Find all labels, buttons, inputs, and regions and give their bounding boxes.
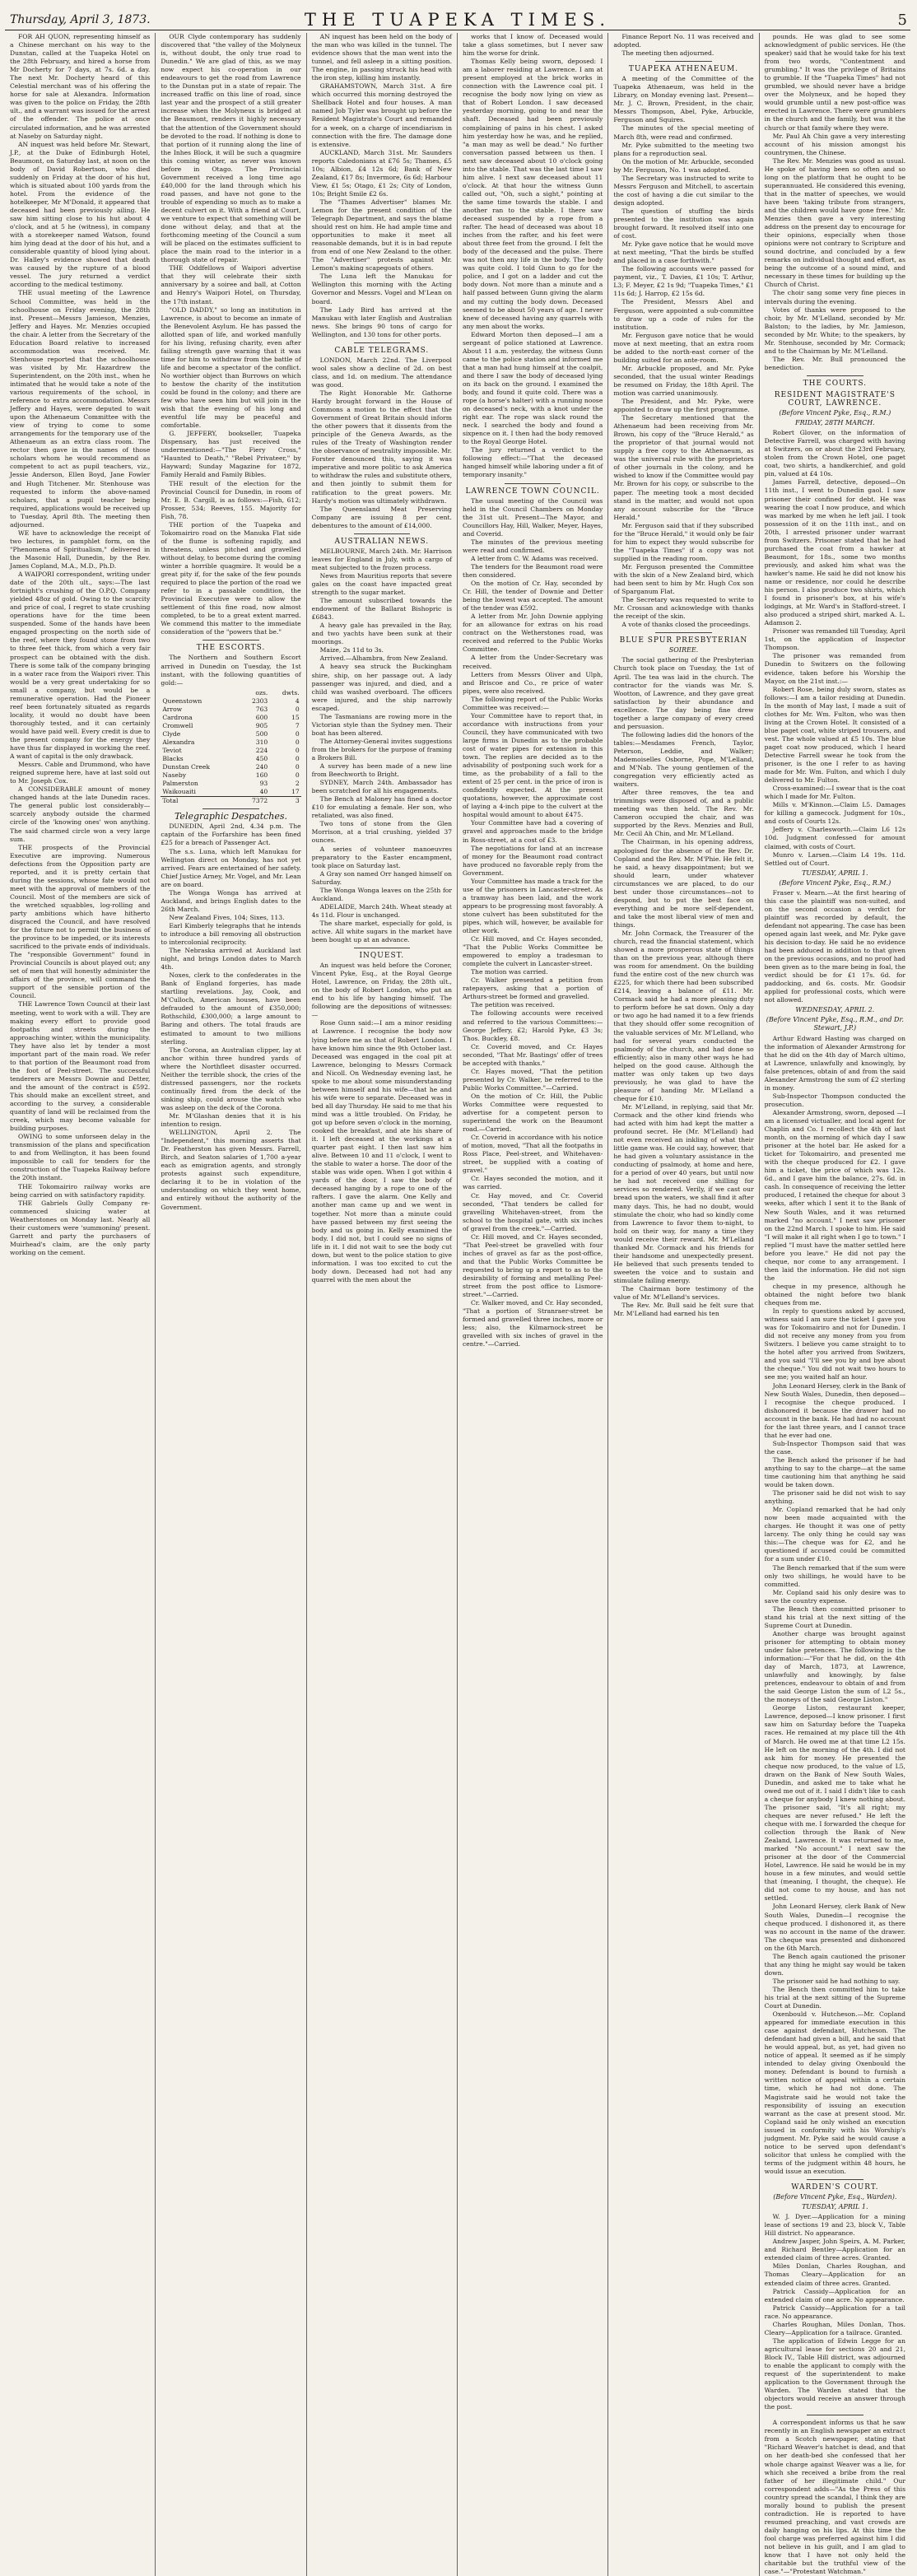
gold-dwts: 0 bbox=[295, 738, 300, 746]
paragraph: Cr. Hayes seconded the motion, and it was carried. bbox=[462, 1175, 603, 1191]
newspaper-title: THE TUAPEKA TIMES. bbox=[304, 10, 612, 30]
paragraph: The following accounts were received and referred to the various Committees:—George Jeffery, £2; Harold Pyke, £3 3s; Thos. Buckley, £8. bbox=[462, 1009, 603, 1042]
gold-dwts: 15 bbox=[291, 713, 300, 721]
paragraph: Arrived.—Alhambra, from New Zealand. bbox=[319, 654, 448, 663]
paragraph: Jeffery v. Charlesworth.—Claim L6 12s 10d. Judgment confessed for amount claimed, with costs of Court. bbox=[764, 826, 905, 850]
gold-place: Arrow bbox=[162, 705, 183, 713]
gold-table-units bbox=[161, 689, 300, 697]
columns bbox=[5, 33, 910, 2576]
gold-row bbox=[161, 763, 300, 771]
courts-heading: THE COURTS. bbox=[803, 379, 868, 388]
paragraph: A vote of thanks closed the proceedings. bbox=[621, 621, 751, 629]
paragraph: The Rev. Mr. Bull said he felt sure that Mr. M'Lelland had earned his ten bbox=[613, 1302, 754, 1318]
paragraph: Robert Glover, on the information of Detective Farrell, was charged with having at Switzers, on or about the 23rd February, stolen from the Crown Hotel, one paget coat, two shirts, a handkerchief, and gold pin, valued at £4 10s. bbox=[764, 429, 905, 478]
paragraph: Charles Roughan, Miles Donlan, Thos. Cleary—Application for a tailrace. Granted. bbox=[764, 2320, 905, 2336]
paragraph: Prisoner was remanded till Tuesday, April 1st, on the application of Inspector Thompson. bbox=[764, 627, 905, 652]
paragraph: The share market, especially for gold, is active. All white sugars in the market have been bought up at an advance. bbox=[311, 919, 452, 944]
rm-court-items bbox=[765, 429, 905, 867]
paragraph: The Queensland Meat Preserving Company are issuing 8 per cent. debentures to the amount of £14,000. bbox=[311, 505, 452, 529]
paragraph: THE result of the election for the Provincial Council for Dunedin, in room of Mr. E. B. Cargill, is as follows:—Fish, 612; Prosser, 534; Reeves, 155. Majority for Fish, 78. bbox=[161, 479, 301, 520]
unit-dwts: dwts. bbox=[282, 688, 300, 696]
telegraphic-heading: Telegraphic Despatches. bbox=[174, 811, 288, 822]
divider bbox=[354, 533, 410, 534]
paragraph: The prisoner said he had nothing to say. bbox=[772, 1977, 901, 1985]
paragraph: The question of stuffing the birds presented to the institution was again brought forward. It resolved itself into one of cost. bbox=[613, 207, 754, 240]
paragraph: The usual meeting of the Council was held in the Council Chambers on Monday the 31st ult. Present—The Mayor, and Councillors Hay, Hill, Walker, Meyer, Hayes, and Coverid. bbox=[462, 496, 603, 538]
paragraph: SYDNEY, March 24th. Ambassador has been scratched for all his engagements. bbox=[311, 779, 452, 795]
paragraph: Cross-examined:—I swear that is the coat which I made for Mr. Fulton. bbox=[764, 785, 905, 801]
gold-ozs: 160 bbox=[255, 771, 268, 780]
paragraph: Edward Morton then deposed—I am a sergeant of police stationed at Lawrence. About 11 a.m. yesterday, the witness Gunn came to the police station and informed me that a man had hung himself at the coalpit, and there I saw the body of deceased lying on its back on the ground. I examined the body, and found it quite cold. There was a rope (a horse's halter) with a running noose on deceased's neck, with a knot under the right ear. The rope was slack round the neck. I searched the body and found a sixpence on it. I then had the body removed to the Royal George Hotel. bbox=[462, 330, 603, 446]
divider bbox=[655, 632, 711, 633]
paragraph: A heavy sea struck the Buckingham shire, ship, on her passage out. A lady passenger was injured, and died, and a child was washed overboard. The officers were injured, and the ship narrowly escaped. bbox=[311, 663, 452, 712]
paragraph: MELBOURNE, March 24th. Mr. Harrison leaves for England in July, with a cargo of meat subjected to the frozen process. bbox=[311, 547, 452, 571]
paragraph: THE Gabriels Gully Company re-commenced sluicing water at Weatherstones on Monday last. Nearly all their customers were 'summoning' present. Garrett and party the purchasers of Muirhead's claim, are the only party working on the cement. bbox=[10, 1199, 151, 1256]
paragraph: Cr. Walker presented a petition from ratepayers, asking that a portion of Arthurs-street be formed and gravelled. bbox=[462, 976, 603, 1001]
council-continued bbox=[613, 33, 753, 58]
paragraph: The motion was carried. bbox=[470, 968, 548, 976]
gold-total-dwts: 3 bbox=[269, 797, 300, 806]
paragraph: The Bench again cautioned the prisoner that any thing he might say would be taken down. bbox=[764, 1952, 905, 1977]
paragraph: James Farrell, detective, deposed—On 11th inst., I went to Dunedin gaol. I saw prisoner their confined for debt. He was wearing the coat I now produce, and which was marked by me when he left jail. I took possession of it on the 11th inst., and on 20th, I arrested prisoner under warrant from Switzers. Prisoner stated that he had purchased the coat from a hawker at Beaumont, for 18s., some two months previously, and asked him what was the hawker's name. He said he did not know his name or residence, nor could he describe his person. I also produce two shirts, which I found in prisoner's box, at his wife's lodgings, at Mr. Ward's in Stafford-street. I also produced a striped shirt, marked A. L. Adamson 2. bbox=[764, 478, 905, 627]
paragraph: On the motion of Cr. Hill, the Public Works Committee were requested to advertise for a competent person to superintend the work on the Beaumont road.—Carried. bbox=[462, 1092, 603, 1134]
divider bbox=[655, 61, 711, 62]
paragraph: After three removes, the tea and trimmings were disposed of, and a public meeting was then held. The Rev. Mr. Cameron occupied the chair, and was supported by the Revs. Menzies and Bull, Mr. Cecil Ah Chin, and Mr. M'Lelland. bbox=[613, 789, 754, 838]
paragraph: LONDON, March 22nd. The Liverpool wool sales show a decline of 2d. on best class, and 1d. on medium. The attendance was good. bbox=[311, 356, 452, 389]
paragraph: The petition was received. bbox=[470, 1001, 555, 1009]
column-1-paragraphs bbox=[10, 33, 150, 1257]
wardens-items bbox=[765, 2213, 905, 2411]
paragraph: The following report of the Public Works Committee was received:— bbox=[462, 695, 603, 711]
gold-place: Teviot bbox=[162, 746, 182, 754]
gold-row bbox=[161, 730, 300, 738]
paragraph: The President, and Mr. Pyke, were appointed to draw up the first programme. bbox=[613, 398, 754, 414]
gold-dwts: 4 bbox=[295, 696, 300, 705]
column-6 bbox=[760, 33, 910, 2576]
gold-ozs: 905 bbox=[255, 721, 268, 729]
paragraph: Cr. Walker moved, and Cr. Hay seconded, "That a portion of Stranraer-street be formed and gravelled three inches, more or less; also, the Kilmarnock-street be gravelled with six inches of gravel in the centre."—Carried. bbox=[462, 1299, 603, 1349]
paragraph: The prisoner was remanded from Dunedin to Switzers on the following evidence, taken before his Worship the Mayor, on the 21st inst.:— bbox=[764, 652, 905, 685]
paragraph: The meeting then adjourned. bbox=[621, 49, 715, 58]
paragraph: The "Thames Advertiser" blames Mr. Lemon for the present condition of the Telegraph Department, and says the blame should rest on him. He had ample time and opportunities to make it meet all reasonable demands, but it is in bad repute from end of one New Zealand to the other. The "Advertiser" protests against Mr. Lemon's making scapegoats of others. bbox=[311, 198, 452, 273]
gold-place: Queenstown bbox=[162, 696, 202, 705]
paragraph: News from Mauritius reports that severe gales on the coast have impacted great strength to the sugar market. bbox=[311, 571, 452, 597]
paragraph: Alexander Armstrong, sworn, deposed —I am a licensed victualler, and local agent for Chaplin and Co. I recollect the 4th of last month, on the morning of which day I saw prisoner at the hotel bar. He asked for a ticket for Tokomairiro, and presented me with the cheque produced for £2. I gave him a ticket, the price of which was 12s. 6d., and I gave him the balance, 27s. 6d. in cash. In consequence of receiving the letter produced, I retained the cheque for about 3 weeks, after which I sent it to the Bank of New South Wales, and it was returned marked "no account." I next saw prisoner on the 22nd March. I spoke to him. He said "I will make it all right when I go to town." I replied "I must have the matter settled here before you leave." He did not pay the cheque, nor come to any arrangement. I then laid the information. He did not sign the bbox=[764, 1108, 905, 1282]
paragraph: Arthur Edward Hasting was charged on the information of Alexander Armstrong for that he did on the 4th day of March ultimo, at Lawrence, unlawfully and knowingly, by false pretences, obtain of and from the said Alexander Armstrong the sum of £2 sterling in money. bbox=[764, 1034, 905, 1092]
gold-dwts: 0 bbox=[295, 755, 300, 763]
paragraph: The Tasmanians are rowing more in the Victorian style than the Sydney men. Their boat has been altered. bbox=[311, 712, 452, 737]
divider bbox=[202, 808, 258, 809]
paragraph: pounds. He was glad to see some acknowledgment of public services. He (the speaker) said that he would take for his text from two words, "Contentment and grumbling." It was the privilege of Britains to grumble. If the "Tuapeka Times" had not grumbled, we should never have a bridge over the Molyneux, and he hoped they would grumble until a new post-office was erected in Lawrence. There were grumblers in the church and the family, but was it the church or that family where they were. bbox=[764, 33, 905, 132]
gold-dwts: 0 bbox=[295, 705, 300, 713]
paragraph: Your Committee have to report that, in accordance with instructions from your Council, they have communicated with two large firms in Dunedin as to the probable cost of water pipes for extension in this town. The replies are decided as to the advisability of postponing such work for a time, as the probability of a fall to the extent of 25 per cent. in the price of iron is confidently expected. At the present quotations, however, the approximate cost of laying a 4-inch pipe to the culvert at the hospital would amount to about £475. bbox=[462, 711, 603, 819]
paragraph: cheque in my presence, although he obtained the night before two blank cheques from me. bbox=[764, 1282, 905, 1307]
paragraph: On the motion of Cr. Hay, seconded by Cr. Hill, the tender of Downie and Detter being the lowest was accepted. The amount of the tender was £592. bbox=[462, 580, 603, 613]
paragraph: ADELAIDE, March 24th. Wheat steady at 4s 11d. Flour is unchanged. bbox=[311, 902, 452, 919]
paragraph: GRAHAMSTOWN, March 31st. A fire which occurred this morning destroyed the Shellback Hotel and four houses. A man named Job Tyler was brought up before the Resident Magistrate's Court and remanded for a week, on a charge of incendiarism in connection with the fire. The damage done is extensive. bbox=[311, 82, 452, 148]
gold-place: Blacks bbox=[162, 755, 184, 763]
council-items bbox=[463, 497, 603, 1349]
column-4 bbox=[458, 33, 608, 2576]
paragraph: A letter from Mr. John Downie applying for an allowance for extras on his road contract on the Wetherstones road, was received and referred to the Public Works Committee. bbox=[462, 613, 603, 654]
gold-ozs: 40 bbox=[259, 788, 268, 796]
paragraph: DUNEDIN, April 2nd, 4.34 p.m. The captain of the Forfarshire has been fined £25 for a breach of Passenger Act. bbox=[161, 822, 301, 847]
gold-ozs: 310 bbox=[255, 738, 268, 746]
paragraph: The Chairman bore testimony of the value of Mr. M'Lelland's services. bbox=[613, 1284, 754, 1302]
paragraph: Mr. Copland remarked that he had only now been made acquainted with the charges. He thought it was one of petty larceny. The only thing he could say was this:—The cheque was for £2, and he questioned if accused could be committed for a sum under £10. bbox=[764, 1506, 905, 1563]
gold-dwts: 0 bbox=[295, 771, 300, 780]
gold-dwts: 7 bbox=[295, 721, 300, 729]
paragraph: Votes of thanks were proposed to the choir, by Mr. M'Lelland, seconded by Mr. Balston; to the ladies, by Mr. Jamieson, seconded by Mr. White; to the speakers, by Mr. Stenhouse, seconded by Mr. Cormack; and to the Chairman by Mr. M'Lelland. bbox=[764, 305, 905, 355]
wardens-bench: (Before Vincent Pyke, Esq., Warden). bbox=[773, 2193, 897, 2201]
paragraph: Munro v. Larsen.—Claim L4 19s. 11d. Settled out of Court. bbox=[764, 850, 905, 867]
paragraph: Cr. Hayes moved, "That the petition presented by Cr. Walker, be referred to the Public Works Committee."—Carried. bbox=[462, 1067, 603, 1092]
paragraph: A CONSIDERABLE amount of money changed hands at the late Dunedin races. The general public lost considerably—scarcely anybody outside the charmed circle of the 'knowing ones' won anything. The said charmed circle won a very large sum. bbox=[10, 785, 151, 843]
court-continued bbox=[765, 1283, 905, 2176]
paragraph: The minutes of the previous meeting were read and confirmed. bbox=[462, 538, 603, 554]
soiree-continued bbox=[765, 33, 905, 372]
paragraph: Cr. Hill moved, and Cr. Hayes seconded, "That the Public Works Committee be empowered to employ a tradesman to complete the culvert in Lancaster-street. bbox=[462, 935, 603, 968]
paragraph: Letters from Messrs Oliver and Ulph, and Briscoe and Co., re price of water pipes, were also received. bbox=[462, 670, 603, 695]
paragraph: Messrs. Cable and Drummond, who have reigned supreme here, have at last sold out to Mr. Joseph Cox. bbox=[10, 761, 151, 785]
athenaeum-items bbox=[613, 75, 753, 629]
gold-row bbox=[161, 738, 300, 747]
paragraph: Your Committee has made a track for the use of the prisoners in Lancaster-street. As a tramway has been laid, and the work appears to be progressing most favorably. A stone culvert has been substituted for the pipes, which will, however, be available for other work. bbox=[462, 877, 603, 935]
tuesday-date: TUESDAY, APRIL 1. bbox=[802, 869, 868, 877]
paragraph: The negotiations for land at an increase of money for the Beaumont road contract have produced no favorable reply from the Government. bbox=[462, 844, 603, 877]
wednesday-items bbox=[765, 1035, 905, 1283]
gold-dwts: 17 bbox=[291, 788, 300, 796]
gold-row bbox=[161, 706, 300, 714]
gold-ozs: 500 bbox=[255, 729, 268, 738]
paragraph: Sub-Inspector Thompson conducted the prosecution. bbox=[764, 1092, 905, 1108]
telegraphic-items bbox=[161, 822, 300, 1211]
paragraph: The Rev. Mr. Bull pronounced the benediction. bbox=[764, 355, 905, 371]
paragraph: Cr. Coverid in accordance with his notice of motion, moved, "That all the footpaths in Ross Place, Peel-street, and Whitehaven-street, be supplied with a coating of gravel." bbox=[462, 1134, 603, 1175]
gold-place: Palmerston bbox=[162, 780, 198, 788]
paragraph: Your Committee have had a covering of gravel and approaches made to the bridge in Ross-street, at a cost of £3. bbox=[462, 819, 603, 844]
paragraph: The Bench at Maloney has fined a doctor £10 for emulating a female. Her son, who retaliated, was also fined. bbox=[311, 795, 452, 820]
paragraph: The Bench then committed prisoner to stand his trial at the next sitting of the Supreme Court at Dunedin. bbox=[764, 1605, 905, 1629]
paragraph: Robert Rose, being duly sworn, states as follows:—I am a tailor residing at Dunedin. In the month of May last, I made a suit of clothes for Mr. Wm. Fulton, who was then living at the Crown Hotel. It consisted of a blue paget coat, white striped trousers, and vest. The whole valued at £5 10s. The blue paget coat now produced, which I heard Detective Farrell swear he took from the prisoner, is the one I refer to as having made for Mr. Wm. Fulton, and which I duly delivered to Mr. Fulton. bbox=[764, 685, 905, 785]
paragraph: The following ladies did the honors of the tables:—Mesdames French, Taylor, Peterson, Leddie, and Walker; Mademoiselles Osborne, Pope, M'Lelland, and M'Nab. The young gentlemen of the congregation very efficiently acted as waiters. bbox=[613, 730, 754, 789]
page-number: 5 bbox=[897, 12, 907, 29]
paragraph: The Chairman, in his opening address, apologised for the absence of the Rev. Dr. Copland and the Rev. Mr. M'Phie. He felt it, he said, a heavy disappointment; but we should learn, under whatever circumstances we are placed, to do our best under those circumstances—not to despond, but to put the best face on everything and be more self-dependent, and take the most liberal view of men and things. bbox=[613, 838, 754, 929]
paragraph: The Corona, an Australian clipper, lay at anchor within three hundred yards of where the Northfleet disaster occurred. Neither the terrible shock, the cries of the distressed passengers, nor the rockets continually fired from the deck of the sinking ship, could arouse the watch who was asleep on the deck of the Corona. bbox=[161, 1046, 301, 1111]
gold-place: Cardrona bbox=[162, 713, 193, 721]
paragraph: Finance Report No. 11 was received and adopted. bbox=[613, 33, 754, 49]
paragraph: John Leonard Hersey, clerk Bank of New South Wales, Dunedin—I recognise the cheque produced. I dishonored it, as there was no account in the name of the drawer. The cheque was presented and dishonored on the 6th March. bbox=[764, 1903, 905, 1952]
paragraph: Cr. Coverid moved, and Cr. Hayes seconded, "That Mr. Bastings' offer of trees be accepted with thanks." bbox=[462, 1042, 603, 1067]
tuesday-items bbox=[765, 889, 905, 1005]
gold-dwts: 2 bbox=[295, 780, 300, 788]
column-1 bbox=[5, 33, 156, 2576]
gold-total-label: Total bbox=[161, 797, 240, 806]
wednesday-bench: (Before Vincent Pyke, Esq., R.M., and Dr. Stewart, J.P.) bbox=[766, 1016, 904, 1032]
gold-table-body bbox=[161, 697, 300, 797]
paragraph: Mr. John Cormack, the Treasurer of the church, read the financial statement, which showed a more prosperous state of things than on the previous year, although there was room for amendment. On the building fund the entire cost of the new church was £225, for which there had been subscribed £214, leaving a balance of £11. Mr. Cormack said he had a more pleasing duty to perform before he sat down. Only a day or two ago he had named it to a few friends that they should offer some recognition of the valuable services of Mr. M'Lelland, who had for several years conducted the psalmody of the church, and had done so efficiently; also in many other ways he had helped on the good cause. Although the matter was only taken up two days previously, he was glad to have the pleasure of handing Mr. M'Lelland a cheque for £10. bbox=[613, 929, 754, 1102]
gold-dwts: 0 bbox=[295, 729, 300, 738]
paragraph: The Luna left the Manukau for Wellington this morning with the Acting Governor and Messrs. Vogel and M'Lean on board. bbox=[311, 273, 452, 305]
gold-escort-table bbox=[161, 689, 300, 806]
wardens-date: TUESDAY, APRIL 1. bbox=[802, 2203, 868, 2211]
soiree-subheading: SOIREE. bbox=[668, 646, 699, 654]
gold-ozs: 224 bbox=[255, 746, 268, 754]
paragraph: Mr. Ferguson said that if they subscribed for the "Bruce Herald," it would only be fair for him to expect they would subscribe for the "Tuapeka Times" if a copy was not supplied in the reading room. bbox=[613, 521, 754, 562]
cable-items bbox=[312, 356, 452, 530]
gold-total-ozs: 7372 bbox=[240, 797, 269, 806]
gold-row bbox=[161, 697, 300, 706]
paragraph: Miles Donlan, Charles Roughan, and Thomas Cleary—Application for an extended claim of three acres. Granted. bbox=[764, 2262, 905, 2287]
paragraph: THE Lawrence Town Council at their last meeting, went to work with a will. They are making every effort to provide good footpaths and streets during the approaching winter, within the municipality. They have also let by tender a most important part of the main road. We refer to that portion of the Beaumont road from the foot of Peel-street. The successful tenderers are Messrs Downie and Detter, and the amount of the contract is £592. This should make an excellent street, and according to the survey, a considerable quantity of land will be reclaimed from the creek, which may become valuable for building purposes. bbox=[10, 1000, 151, 1133]
paragraph: works that I know of. Deceased would take a glass sometimes, but I never saw him the worse for drink. bbox=[462, 33, 603, 58]
column-2 bbox=[156, 33, 306, 2576]
paragraph: Sub-Inspector Thompson said that was the case. bbox=[764, 1439, 905, 1456]
column-5 bbox=[608, 33, 759, 2576]
paragraph: Earl Kimberly telegraphs that he intends to introduce a bill removing all obstruction to intercolonial reciprocity. bbox=[161, 921, 301, 947]
athenaeum-heading: TUAPEKA ATHENAEUM. bbox=[628, 65, 739, 74]
paragraph: The application of Edwin Legge for an agricultural lease for sections 20 and 21, Block IV., Table Hill district, was adjourned to enable the applicant to comply with the request of the superintendent to make application to the Government through the Warden. The Warden stated that the objectors would receive an answer through the post. bbox=[764, 2336, 905, 2411]
paragraph: Mr. Ferguson gave notice that he would move at next meeting, that an extra room be added to the north-east corner of the building suited for an ante-room. bbox=[613, 331, 754, 364]
paragraph: New Zealand Fives, 104; Sixes, 113. bbox=[169, 913, 285, 921]
divider bbox=[807, 2179, 863, 2180]
paragraph: Mr. Copland said his only desire was to save the country expense. bbox=[764, 1588, 905, 1605]
paragraph: The Bench remarked that if the sum were only two shillings, he would have to be committed. bbox=[764, 1563, 905, 1588]
paragraph: A heavy gale has prevailed in the Bay, and two yachts have been sunk at their moorings. bbox=[311, 622, 452, 646]
unit-ozs: ozs. bbox=[255, 688, 268, 696]
paragraph: AUCKLAND, March 31st. Mr. Saunders reports Caledonians at £76 5s; Thames, £5 10s; Albion, £4 12s 6d; Bank of New Zealand, £17 8s; Invermore, 6s 6d; Harbour View, £1 5s; Otago, £1 2s; City of London, 10s; Bright Smile £2 6s. bbox=[311, 148, 452, 198]
paragraph: The President, Messrs Abel and Ferguson, were appointed a sub-committee to draw up a code of rules for the institution. bbox=[613, 298, 754, 331]
paragraph: An inquest was held before the Coroner, Vincent Pyke, Esq., at the Royal George Hotel, Lawrence, on Friday, the 28th ult., on the body of Robert London, who put an end to his life by hanging himself. The following are the depositions of witnesses:— bbox=[311, 962, 452, 1019]
paragraph: The s.s. Luna, which left Manukau for Wellington direct on Monday, has not yet arrived. Fears are entertained of her safety. Chief Justice Arney, Mr. Vogel, and Mr. Lean are on board. bbox=[161, 847, 301, 888]
gold-place: Cromwell bbox=[162, 721, 193, 729]
paragraph: Patrick Cassidy—Application for an extended claim of one acre. No appearance. bbox=[764, 2287, 905, 2303]
telegrams-continued bbox=[312, 33, 452, 339]
gold-row bbox=[161, 722, 300, 730]
wednesday-date: WEDNESDAY, APRIL 2. bbox=[795, 1006, 875, 1014]
paragraph: FOR AH QUON, representing himself as a Chinese merchant on his way to the Dunstan, called at the Tuapeka Hotel on the 28th February, and hired a horse from Mr Docherty for 7 days, at 7s. 6d. a day. The next Mr. Docherty heard of this Celestial merchant was of his offering the horse for sale at Alexandra. Information was given to the police on Friday, the 28th ult., and a warrant was issued for the arrest of the offender. The police at once circulated information, and he was arrested at Naseby on Saturday night. bbox=[10, 33, 151, 140]
gold-ozs: 763 bbox=[255, 705, 268, 713]
divider bbox=[354, 342, 410, 343]
paragraph: Rose Gunn said:—I am a minor residing at Lawrence. I recognise the body now lying before me as that of Robert London. I have known him since the 9th October last. Deceased was engaged in the coal pit at Lawrence, belonging to Messrs Cormack and Nicoll. On Wednesday evening last, he spoke to me about some misunderstanding between himself and his wife—that he and his wife were to separate. Deceased was in bed all day Thursday. He said to me that his mind was a little troubled. On Friday, he got up before seven o'clock in the morning, cooked the breakfast, and ate his share of it. I left deceased at the workings at a quarter past eight. I then last saw him alive. Between 10 and 11 o'clock, I went to the stable to water a horse. The door of the stable was wide open. When I got within 4 yards of the door, I saw the body of deceased hanging by a rope to one of the rafters. I gave the alarm. One Kelly and another man came up and we went in together. Not more than a minute could have passed between my first seeing the body and us going in. Kelly examined the body. I did not, but I could see no signs of life in it. I did not wait to see the body cut down, but went to the police station to give information. I was too excited to cut the body down. Deceased had not had any quarrel with the men about the bbox=[311, 1019, 452, 1283]
paragraph: Andrew Jasper, John Speirs, A. M. Parker, and Richard Bentley—Application for an extended claim of three acres. Granted. bbox=[764, 2238, 905, 2262]
paragraph: Cr. Hill moved, and Cr. Hayes seconded, "That Peel-street be gravelled with four inches of gravel as far as the post-office, and that the Public Works Committee be requested to bring up a report to as to the desirability of forming and metalling Peel-street from the post office to Lismore-street."—Carried. bbox=[462, 1232, 603, 1299]
gold-row bbox=[161, 788, 300, 797]
gold-dwts: 0 bbox=[295, 763, 300, 771]
gold-dwts: 0 bbox=[295, 746, 300, 754]
wardens-heading: WARDEN'S COURT. bbox=[791, 2183, 879, 2192]
paragraph: AN inquest was held before Mr. Stewart, J.P., at the Duke of Edinburgh Hotel, Beaumont, on Saturday last, at noon on the body of David Robertson, who died suddenly on Friday at the door of his hut, which is situated about 100 yards from the hotel. From the evidence of the hotelkeeper, Mr M'Donald, it appeared that deceased had been previously ailing. He saw him sitting close to his hut about 4 o'clock, and at 5 he (witness), in company with a storekeeper named Watson, found him lying dead at the door of his hut, and a considerable quantity of blood lying about. Dr. Halley's evidence showed that death was caused by the rupture of a blood vessel. The jury returned a verdict according to the medical testimony. bbox=[10, 140, 151, 289]
paragraph: OWING to some unforseen delay in the transmission of the plans and specification to and from Wellington, it has been found impossible to call for tenders for the construction of the Tuapeka Railway before the 20th instant. bbox=[10, 1133, 151, 1182]
paragraph: WELLINGTON, April 2. The "Independent," this morning asserts that Dr. Featherston has given Messrs. Farrell, Birch, and Seaton salaries of 1,700 a-year each as emigration agents, and strongly protests against such expenditure, declaring it to be in violation of the understanding on which they went home, and entirely without the authority of the Government. bbox=[161, 1129, 301, 1211]
paragraph: The Secretary mentioned that the Athenaeum had been receiving from Mr. Brown, his copy of the "Bruce Herald," as the proprietor of that journal would not supply a free copy to the Athenaeum, as was the universal rule with the proprietors of other journals in the colony, and he wished to know if the Committee would pay Mr. Brown for his copy, or subscribe to the paper. The meeting took a most decided stand in the matter, and would not upon any account subscribe for the "Bruce Herald." bbox=[613, 414, 754, 521]
paragraph: Fraser v. Mearn.—At the first hearing of this case the plaintiff was non-suited, and on the second occasion a verdict for plaintiff was recorded by default, the defendant not appearing. The case has been opened again last week, and Mr. Pyke gave his decision to-day. He said he no evidence had been adduced in addition to that given on the previous occasions, and no proof had been given as to the mare being in foal, the verdict should be for £1 17s. 6d. for paddocking, and 6s. costs. Mr. Goodsir applied for professional costs, which were not allowed. bbox=[764, 888, 905, 1004]
escorts-intro: The Northern and Southern Escort arrived in Dunedin on Tuesday, the 1st instant, with the following quantities of gold:— bbox=[161, 654, 301, 687]
escorts-heading: THE ESCORTS. bbox=[196, 644, 266, 653]
paragraph: Cr. Hay moved, and Cr. Coverid seconded, "That tenders be called for gravelling Whitehaven-street, from the school to the hospital gate, with six inches of gravel from the creek."—Carried. bbox=[462, 1191, 603, 1232]
paragraph: Another charge was brought against prisoner for attempting to obtain money under false pretences. The following is the information:—"For that he did, on the 4th day of March, 1873, at Lawrence, unlawfully and knowingly, by false pretences, endeavour to obtain of and from the said George Liston the sum of L2 5s., the moneys of the said George Liston." bbox=[764, 1629, 905, 1704]
gold-ozs: 450 bbox=[255, 755, 268, 763]
inquest-continued bbox=[463, 33, 603, 480]
paragraph: George Liston, restaurant keeper, Lawrence, deposed—I know prisoner. I first saw him on Saturday before the Tuapeka races. He remained at my place till the 4th of March. He owed me at that time L2 15s. He left on the morning of the 4th. I did not ask him for money. He presented the cheque now produced, to the value of L5, drawn on the Bank of New South Wales, Dunedin, and asked me to take what he owed me out of it. I said I didn't like to cash a cheque for anybody I knew nothing about. The prisoner said, "It's all right; my cheques are never refused." He left the cheque with me. I forwarded the cheque for collection through the Bank of New Zealand, Lawrence. It was returned to me, marked "No account." I next saw the prisoner at the door of the Commercial Hotel, Lawrence. He said he would be in my house in a few minutes, and would settle that (meaning, I thought, the cheque). He did not come to my house, and has not settled. bbox=[764, 1704, 905, 1903]
paragraph: The jury returned a verdict to the following effect:—"That the deceased hanged himself while laboring under a fit of temporary insanity." bbox=[462, 446, 603, 479]
rm-court-date: FRIDAY, 28TH MARCH. bbox=[795, 419, 875, 427]
issue-date: Thursday, April 3, 1873. bbox=[10, 13, 151, 26]
paragraph: The following accounts were passed for payment, viz., T. Davies, £1 10s; T. Arthur, L3; F. Meyer, £2 1s 9d; "Tuapeka Times," £1 11s 6d; J. Harrop, £2 15s 6d. bbox=[613, 265, 754, 298]
paragraph: Mr. Pyke submitted to the meeting two plans for a reproduction seal. bbox=[613, 141, 754, 157]
paragraph: A survey has been made of a new line from Beechworth to Bright. bbox=[311, 762, 452, 779]
paragraph: Maize, 2s 11d to 3s. bbox=[319, 646, 384, 654]
paragraph: The minutes of the special meeting of March 8th, were read and confirmed. bbox=[613, 124, 754, 141]
tuesday-bench: (Before Vincent Pyke, Esq., R.M.) bbox=[779, 878, 891, 887]
paragraph: The Wonga Wonga leaves on the 25th for Auckland. bbox=[311, 886, 452, 902]
paragraph: Mr. Paul Ah Chin gave a very interesting account of his mission amongst his countrymen, the Chinese. bbox=[764, 132, 905, 156]
paragraph: The social gathering of the Presbyterian Church took place on Tuesday, the 1st of April. The tea was laid in the church. The contractor for the viands was Mr. S. Wootton, of Lawrence, and they gave great satisfaction by their abundance and excellence. The day being fine drew together a large company of every creed and persuasion. bbox=[613, 656, 754, 730]
paragraph: THE prospects of the Provincial Executive are improving. Numerous defections from the Opposition party are reported, and it is pretty certain that during the sessions, whose fate would not meet with the approval of members of the Council. Most of the members are sick of the wretched squabbles, log-rolling and party ambitions which have hitherto disgraced the Council, and have resolved for the future not to permit the business of the province to be impeded, or its interests sacrificed to the private ends of individuals. The "responsible Government" found in Provincial Councils is about played out; any set of men that will honestly administer the affairs of the province, will command the support of the sensible portion of the Council. bbox=[10, 843, 151, 1000]
gold-row bbox=[161, 780, 300, 788]
paragraph: A meeting of the Committee of the Tuapeka Athenaeum, was held in the Library, on Monday evening last. Present—Mr. J. C. Brown, President, in the chair, Messrs Thompson, Abel, Pyke, Arbuckle, Ferguson and Squires. bbox=[613, 75, 754, 124]
paragraph: The Secretary was instructed to write to Messrs Ferguson and Mitchell, to ascertain the cost of having a die cut similar to the design adopted. bbox=[613, 174, 754, 207]
gold-row bbox=[161, 714, 300, 722]
gold-row bbox=[161, 755, 300, 763]
local-items bbox=[161, 33, 300, 636]
paragraph: Mills v. M'Kinnon.—Claim L5. Damages for killing a gamecock. Judgment for 10s., and costs of Courts 12s. bbox=[764, 801, 905, 826]
paragraph: "OLD DADDY," so long an institution in Lawrence, is about to become an inmate of the Benevolent Asylum. He has passed the allotted span of life, and worked manfully for his living, refusing charity, even after failing strength gave warning that it was time for him to withdraw from the battle of life and become a spectator of the conflict. No worthier object than Burrows on which to bestow the charity of the institution could be found in the colony; and there are few who have seen him but will join in the wish that the evening of his long and eventful life may be peaceful and comfortable. bbox=[161, 305, 301, 430]
paragraph: Oxenbould v. Hutcheson.—Mr. Copland appeared for immediate execution in this case against defendant, Hutcheson. The defendant had given a bill, and he said that he would appeal, but, as yet, had given no notice of appeal. It seemed as if he simply intended to delay giving Oxenbould the money. Defendant is bound to furnish a written notice of appeal within a certain time, which he had not done. The Magistrate said he would not take the responsibility of issuing an execution warrant as the case at present stood. Mr. Copland said he only wished an execution issued in conformity with his Worship's judgment. Mr. Pyke said he would cause a notice to be served upon defendant's solicitor that unless he complied with the terms of the judgment within 48 hours, he would issue an execution. bbox=[764, 2010, 905, 2175]
paragraph: W. J. Dyer.—Application for a mining lease of sections 19 and 23, block V., Table Hill district. No appearance. bbox=[764, 2213, 905, 2238]
paragraph: A WAIPORI correspondent, writing under date of the 20th ult., says:—The last fortnight's crushing of the O.P.Q. Company yielded 48oz of gold. Owing to the scarcity and price of coal, I regret to state crushing operations have for the time been suspended. Some of the hands have been engaged prospecting on the north side of the reef, where they found stone from two to three feet thick, from which a very fair prospect can be obtained with the dish. There is some talk of the company bringing in a water race from the Waipori river. This would be a very great undertaking for so small a company, but would be a remunerative operation. Had the Pioneer reef been fortunately situated as regards locality, it would no doubt have been thoroughly tested, and it can certainly would have paid well. Every credit is due to the present company for the energy they have thus far displayed in working the reef. A want of capital is the only drawback. bbox=[10, 571, 151, 761]
paragraph: Mr. Arbuckle proposed, and Mr. Pyke seconded, that the usual winter Readings be resumed on Friday, the 18th April. The motion was carried unanimously. bbox=[613, 364, 754, 397]
australian-items bbox=[312, 547, 452, 944]
soiree-heading: BLUE SPUR PRESBYTERIAN bbox=[619, 636, 748, 645]
paragraph: The Nebraska arrived at Auckland last night, and brings London dates to March 4th. bbox=[161, 947, 301, 971]
gold-place: Naseby bbox=[162, 771, 187, 780]
paragraph: The Wonga Wonga has arrived at Auckland, and brings English dates to the 26th March. bbox=[161, 888, 301, 913]
divider bbox=[202, 640, 258, 641]
gold-place: Waikouaiti bbox=[162, 788, 196, 796]
soiree-items bbox=[613, 656, 753, 1318]
paragraph: A correspondent informs us that he saw recently in an English newspaper an extract from a Scotch newspaper, stating that "Richard Weaver's hatchet is dead, and that on her death-bed she confessed that her whole charge against Weaver was a lie, for which she received a bribe from the real father of her illegitimate child." Our correspondent adds—"As the Press of this country spread the scandal, I think they are morally bound to publish the present contradiction. He is reported to have resumed preaching, and vast crowds are daily hanging on his lips. At this time the fool charge was preferred against him I did not believe in his guilt, and I am glad to know that I have not only held the charitable but the truthful view of the case."—"Protestant Watchman." bbox=[764, 2419, 905, 2576]
paragraph: Patrick Cassidy—Application for a tail race. No appearance. bbox=[764, 2303, 905, 2320]
divider bbox=[807, 375, 863, 376]
paragraph: John Leonard Hersey, clerk in the Bank of New South Wales, Dunedin, then deposed—I recognise the cheque produced. I dishonored it because the drawer had no account in the bank. He had had no account for the last three years, and I cannot trace that he ever had one. bbox=[764, 1381, 905, 1439]
paragraph: Noxes, clerk to the confederates in the Bank of England forgeries, has made startling revelations. Jay, Cook, and M'Culloch, American houses, have been defrauded to the amount of £350,000; Rothschild, £300,000; a large amount to Baring and others. The total frauds are estimated to amount to two millions sterling. bbox=[161, 971, 301, 1046]
paragraph: A Gray son named Orr hanged himself on Saturday. bbox=[311, 869, 452, 886]
paragraph: The Rev. Mr. Menzies was good as usual. He spoke of having been so often and so long on the platform that he ought to be superannuated. He considered this evening, that in the matter of speeches, we would have been 'taking tribute from strangers, and the children would have gone free.' Mr. Menzies then gave a very interesting address on the present day to encourage for their opinions, especially when those opinions were not contrary to Scripture and sound doctrine, and concluded by a few remarks on individual thought and effort, as being the outcome of a sound mind, and necessary in these times for building up the Church of Christ. bbox=[764, 156, 905, 289]
gold-place: Alexandra bbox=[162, 738, 195, 746]
australian-heading: AUSTRALIAN NEWS. bbox=[334, 537, 430, 546]
paragraph: The Attorney-General invites suggestions from the brokers for the purpose of framing a Brokers Bill. bbox=[311, 737, 452, 762]
paragraph: THE Oddfellows of Waipori advertise that they will celebrate their sixth anniversary by a soiree and ball, at Cotton and Henry's Waipori Hotel, on Thursday, the 17th instant. bbox=[161, 264, 301, 305]
column-3 bbox=[307, 33, 458, 2576]
paragraph: On the motion of Mr. Arbuckle, seconded by Mr. Ferguson, No. 1 was adopted. bbox=[613, 157, 754, 174]
paragraph: In reply to questions asked by accused, witness said I am sure the ticket I gave you was for Tokomairiro and not for Dunedin. I did not receive any money from you from Switzers. I believe you came straight to to the hotel after you arrived from Switzers, and you said "I'll see you by and bye about the cheque." You did not wait two hours to see me; you waited half an hour. bbox=[764, 1307, 905, 1381]
paragraph: Mr. M'Lelland, in replying, said that Mr. Cormack and the other kind friends who had acted with him had kept the matter a profound secret. He (Mr. M'Lelland) had not even received an inkling of what their little game was. He could say, however, that he had given a voluntary assistance in the conducting of psalmody, at home and here, for a period of over 40 years, but until now he had not received one shilling for services so rendered. Verily, if we cast our bread upon the waters, we shall find it after many days. This, he had no doubt, would stimulate the choir, who had so kindly come from Lawrence to favor them to-night, to hold on their way, for many a time they would receive their reward. Mr. M'Lelland thanked Mr. Cormack and his friends for their handsome and unexpectedly present. He believed that such presents tended to sweeten the voice and to sustain and stimulate failing energy. bbox=[613, 1102, 754, 1284]
paragraph: The prisoner said he did not wish to say anything. bbox=[764, 1489, 905, 1506]
paragraph: The Right Honorable Mr. Gathorne Hardy brought forward in the House of Commons a motion to the effect that the Government of Great Britain should inform the other powers that it dissents from the principle of the Geneva Awards, as the rules of the Treaty of Washington render the observance of neutrality impossible. Mr. Forster denounced this, saying it was imperative and more politic to ask America to withdraw the rules and substitute others, and then jointly to submit them for ratification to the great powers. Mr. Hardy's motion was ultimately withdrawn. bbox=[311, 389, 452, 505]
paragraph: THE Tokomairiro railway works are being carried on with satisfactory rapidity. bbox=[10, 1182, 151, 1199]
paragraph: Mr. M'Glashan denies that it is his intention to resign. bbox=[161, 1112, 301, 1129]
gold-ozs: 240 bbox=[255, 763, 268, 771]
paragraph: AN inquest has been held on the body of the man who was killed in the tunnel. The evidence shows that the man went into the tunnel, and fell asleep in a sitting position. The engine, in passing struck his head with the iron step, killing him instantly. bbox=[311, 33, 452, 82]
gold-place: Dunstan Creek bbox=[162, 763, 211, 771]
paragraph: OUR Clyde contemporary has suddenly discovered that "the valley of the Molyneux is, without doubt, the only true road to Dunedin." We are glad of this, as we may now expect his co-operation in our endeavours to get the road from Lawrence to the Dunstan put in a state of repair. The increased traffic on this line of road, since last year and the prospect of a still greater increase when the Molyneux is bridged at the Beaumont, renders it highly necessary that the attention of the Government should be devoted to the road. If nothing is done to that portion of it running along the line of the Inhes Block, it will be such a quagmire this coming winter, as never was known before in Otago. The Provincial Government received a long time ago £40,000 for the land through which his road passes, and have not gone to the trouble of expending so much as to make a decent culvert on it. With a friend at Court, we venture to expect that something will be done without delay, and that at the forthcoming meeting of the Council a sum will be placed on the estimates sufficient to place the main road to the interior in a thorough state of repair. bbox=[161, 33, 301, 264]
divider bbox=[505, 483, 561, 484]
cable-heading: CABLE TELEGRAMS. bbox=[334, 346, 430, 355]
paragraph: Two tons of stone from the Glen Morrison, at a trial crushing, yielded 37 ounces. bbox=[311, 820, 452, 845]
masthead bbox=[5, 5, 910, 30]
gold-ozs: 600 bbox=[255, 713, 268, 721]
gold-row bbox=[161, 747, 300, 755]
gold-total-row bbox=[161, 797, 300, 806]
gold-ozs: 2303 bbox=[251, 696, 268, 705]
paragraph: The Bench asked the prisoner if he had anything to say to the charge—at the same time cautioning him that anything he said would be taken down. bbox=[764, 1456, 905, 1489]
paragraph: The Lady Bird has arrived at the Manukau with later English and Australian news. She brings 90 tons of cargo for Wellington, and 130 tons for other ports. bbox=[311, 305, 452, 338]
paragraph: A letter from the Under-Secretary was received. bbox=[462, 654, 603, 670]
paragraph: The amount subscribed towards the endowment of the Ballarat Bishopric is £6843. bbox=[311, 597, 452, 622]
paragraph: The choir sang some very fine pieces in intervals during the evening. bbox=[764, 289, 905, 305]
paragraph: G. JEFFERY, bookseller, Tuapeka Dispensary, has just received the undermentioned:—"The Fiery Cross," "Haunted to Death," "Rebel Privateer," by Hayward; Sunday Magazine for 1872, Family Herald and Family Bibles. bbox=[161, 430, 301, 479]
inquest-heading: INQUEST. bbox=[359, 952, 405, 961]
gold-row bbox=[161, 771, 300, 780]
paragraph: THE usual meeting of the Lawrence School Committee, was held in the schoolhouse on Friday evening, the 28th inst. Present—Messrs Jamieson, Menzies, Jeffery and Hayes. Mr. Menzies occupied the chair. A letter from the Secretary of the Education Board relative to increased accommodation was received. Mr. Stenhouse reported that the schoolhouse was visited by Mr. Hazardrew the Superintendent, on the 20th inst., when he intimated that he would take a note of the various requirements of the school, in reference to extra accommodation. Messrs Jeffery and Hayes, were deputed to wait upon the Athenaeum Committee with the view of trying to come to some arrangements for the temporary use of the Athenaeum as an extra class room. The rector then gave in the names of those scholars whom he would recommend as competent to act as pupil teachers, viz., Jessie Anderson, Ellen Boyd, Jane Fowler and Hugh Titchener. Mr. Stenhouse was requested to inform the above-named scholars, that a pupil teacher being required, applications would be received up to Tuesday, April 8th. The meeting then adjourned. bbox=[10, 289, 151, 529]
correspondent-note bbox=[765, 2419, 905, 2576]
paragraph: Mr. Pyke gave notice that he would move at next meeting, "That the birds be stuffed and placed in a case forthwith." bbox=[613, 240, 754, 265]
paragraph: A letter from C. W. Adams was received. bbox=[470, 554, 598, 562]
paragraph: Mr. Ferguson presented the Committee with the skin of a New Zealand bird, which had been sent to him by Mr. Hugh Cox son of Sparganum Flat. bbox=[613, 562, 754, 596]
paragraph: The Bench then committed him to take his trial at the next sitting of the Supreme Court at Dunedin. bbox=[764, 1985, 905, 2010]
rm-court-heading: RESIDENT MAGISTRATE'S COURT, LAWRENCE. bbox=[774, 390, 896, 408]
paragraph: THE portion of the Tuapeka and Tokomairiro road on the Manuka Flat side of the flume is softening rapidly, and threatens, unless pitched and gravelled without delay, to become during the coming winter a horrible quagmire. It would be a great pity if, for the sake of the few pounds required to place the portion of the road we refer to in a passable condition, the Provincial Executive were to allow the settlement of this fine road, now almost completed, to be to a great extent marred. We commend this matter to the immediate consideration of the "powers that be." bbox=[161, 520, 301, 636]
paragraph: WE have to acknowledge the receipt of two lectures, in pamphlet form, on the "Phenomena of Spiritualism," delivered in the Masonic Hall, Dunedin, by the Rev. James Copland, M.A., M.D., Ph.D. bbox=[10, 529, 151, 570]
paragraph: The Secretary was requested to write to Mr. Crossan and acknowledge with thanks the receipt of the skin. bbox=[613, 596, 754, 621]
paragraph: Thomas Kelly being sworn, deposed: I am a laborer residing at Lawrence. I am at present employed at the brick works in connection with the Lawrence coal pit. I recognise the body now lying on view as that of Robert London. I saw deceased yesterday morning, going to and near the shaft. Deceased had been previously complaining of pains in his chest. I asked him yesterday how he was, and he replied, "a man may as well be dead." No further conversation passed between us then. I next saw deceased about 10 o'clock going into the stable. That was the last time I saw him alive. I next saw deceased about 11 o'clock. At that hour the witness Gunn called out, "Oh, such a sight," pointing at the same time towards the stable. I and another ran to the stable. I there saw deceased suspended by a rope from a rafter. The head of deceased was about 18 inches from the rafter, and his feet were about three feet from the ground. I felt the body of the deceased and the pulse. There was not then any life in the body. The body was quite cold. I told Gunn to go for the police, and I got on a ladder and cut the body down. Not more than a minute and a half passed between Gunn giving the alarm and my cutting the body down. Deceased seemed to be about 50 years of age. I never knew of deceased having any quarrels with any men about the works. bbox=[462, 58, 603, 330]
inquest-items bbox=[312, 962, 452, 1284]
gold-ozs: 93 bbox=[259, 780, 268, 788]
council-heading: LAWRENCE TOWN COUNCIL. bbox=[465, 487, 600, 496]
gold-place: Clyde bbox=[162, 729, 181, 738]
paragraph: The tenders for the Beaumont road were then considered. bbox=[462, 562, 603, 579]
rm-court-bench: (Before Vincent Pyke, Esq., R.M.) bbox=[779, 409, 891, 417]
paragraph: A series of volunteer manoeuvres preparatory to the Easter encampment, took place on Saturday last. bbox=[311, 845, 452, 869]
